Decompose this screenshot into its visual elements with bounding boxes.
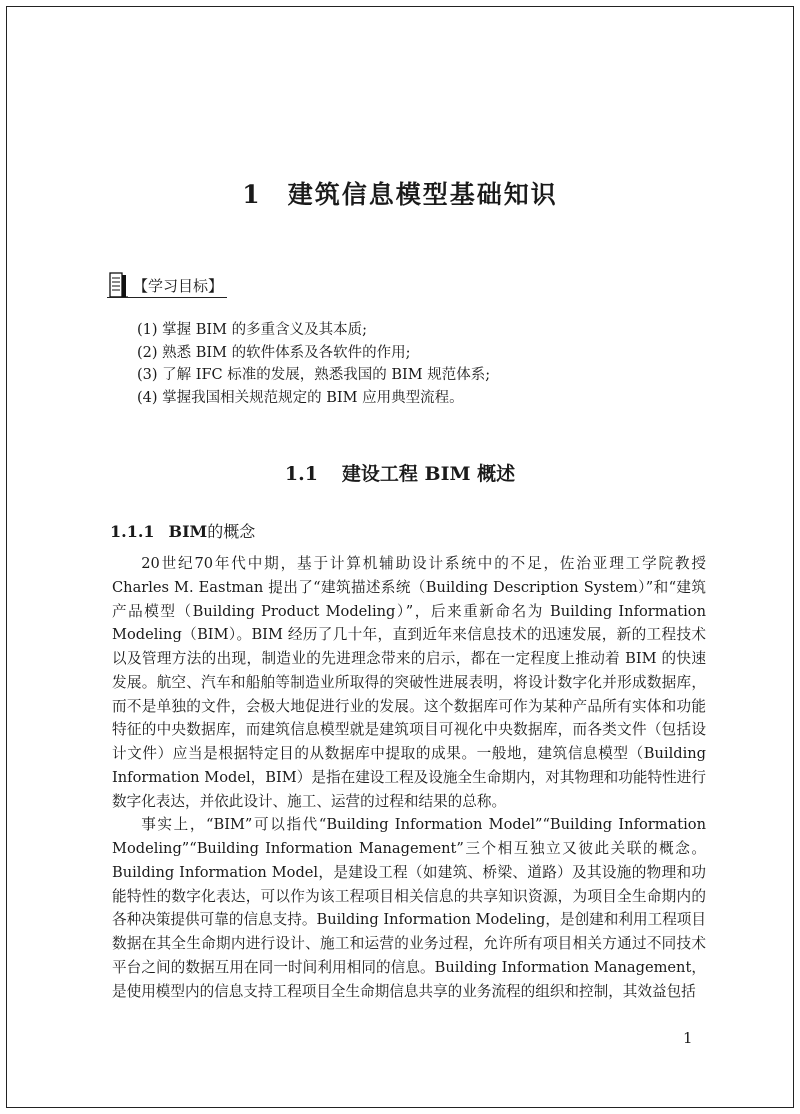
paragraph: 20世纪70年代中期，基于计算机辅助设计系统中的不足，佐治亚理工学院教授 Charles M. Eastman 提出了“建筑描述系统（Building Description System）”和“建筑产品模型（Building Product Modeling）”，后来重新命名为 Building Information Modeling（BIM）。BIM 经历了几十年，直到近年来信息技术的迅速发展，新的工程技术以及管理方法的出现，制造业的先进理念带来的启示，都在一定程度上推动着 BIM 的快速发展。航空、汽车和船舶等制造业所取得的突破性进展表明，将设计数字化并形成数据库，而不是单独的文件，会极大地促进行业的发展。这个数据库可作为某种产品所有实体和功能特征的中央数据库，而建筑信息模型就是建筑项目可视化中央数据库，而各类文件（包括设计文件）应当是根据特定目的从数据库中提取的成果。一般地，建筑信息模型（Building Information Model，BIM）是指在建设工程及设施全生命期内，对其物理和功能特性进行数字化表达，并依此设计、施工、运营的过程和结果的总称。 [112,555,706,810]
subsection-title [110,519,255,542]
chapter-number: 1 [242,180,262,209]
paragraph: 事实上，“BIM”可以指代“Building Information Model”“Building Information Modeling”“Building Information Management”三个相互独立又彼此关联的概念。Building Information Model，是建设工程（如建筑、桥梁、道路）及其设施的物理和功能特性的数字化表达，可以作为该工程项目相关信息的共享知识资源，为项目全生命期内的各种决策提供可靠的信息支持。Building Information Modeling，是创建和利用工程项目数据在其全生命期内进行设计、施工和运营的业务过程，允许所有项目相关方通过不同技术平台之间的数据互用在同一时间利用相同的信息。Building Information Management，是使用模型内的信息支持工程项目全生命期信息共享的业务流程的组织和控制，其效益包括 [112,816,706,1000]
book-page [6,6,794,1108]
subsection-title-bold: BIM [168,522,208,541]
learning-objectives-header [107,270,223,300]
objective-item: (4) 掌握我国相关规范规定的 BIM 应用典型流程。 [137,389,464,406]
section-title [7,459,793,486]
objective-item: (2) 熟悉 BIM 的软件体系及各软件的作用; [137,344,411,361]
objective-item: (3) 了解 IFC 标准的发展，熟悉我国的 BIM 规范体系; [137,367,491,383]
subsection-number: 1.1.1 [110,522,155,541]
objective-item: (1) 掌握 BIM 的多重含义及其本质; [137,322,367,338]
chapter-title-text: 建筑信息模型基础知识 [287,180,558,209]
notebook-icon [107,270,129,300]
section-title-text: 建设工程 BIM 概述 [341,463,516,485]
objectives-underline [107,297,227,298]
learning-objectives-label: 【学习目标】 [133,276,224,295]
chapter-title [7,175,793,211]
subsection-title-rest: 的概念 [207,522,256,541]
page-number: 1 [683,1029,693,1047]
section-number: 1.1 [284,463,318,485]
body-text [112,552,706,1003]
objectives-list [137,319,697,409]
